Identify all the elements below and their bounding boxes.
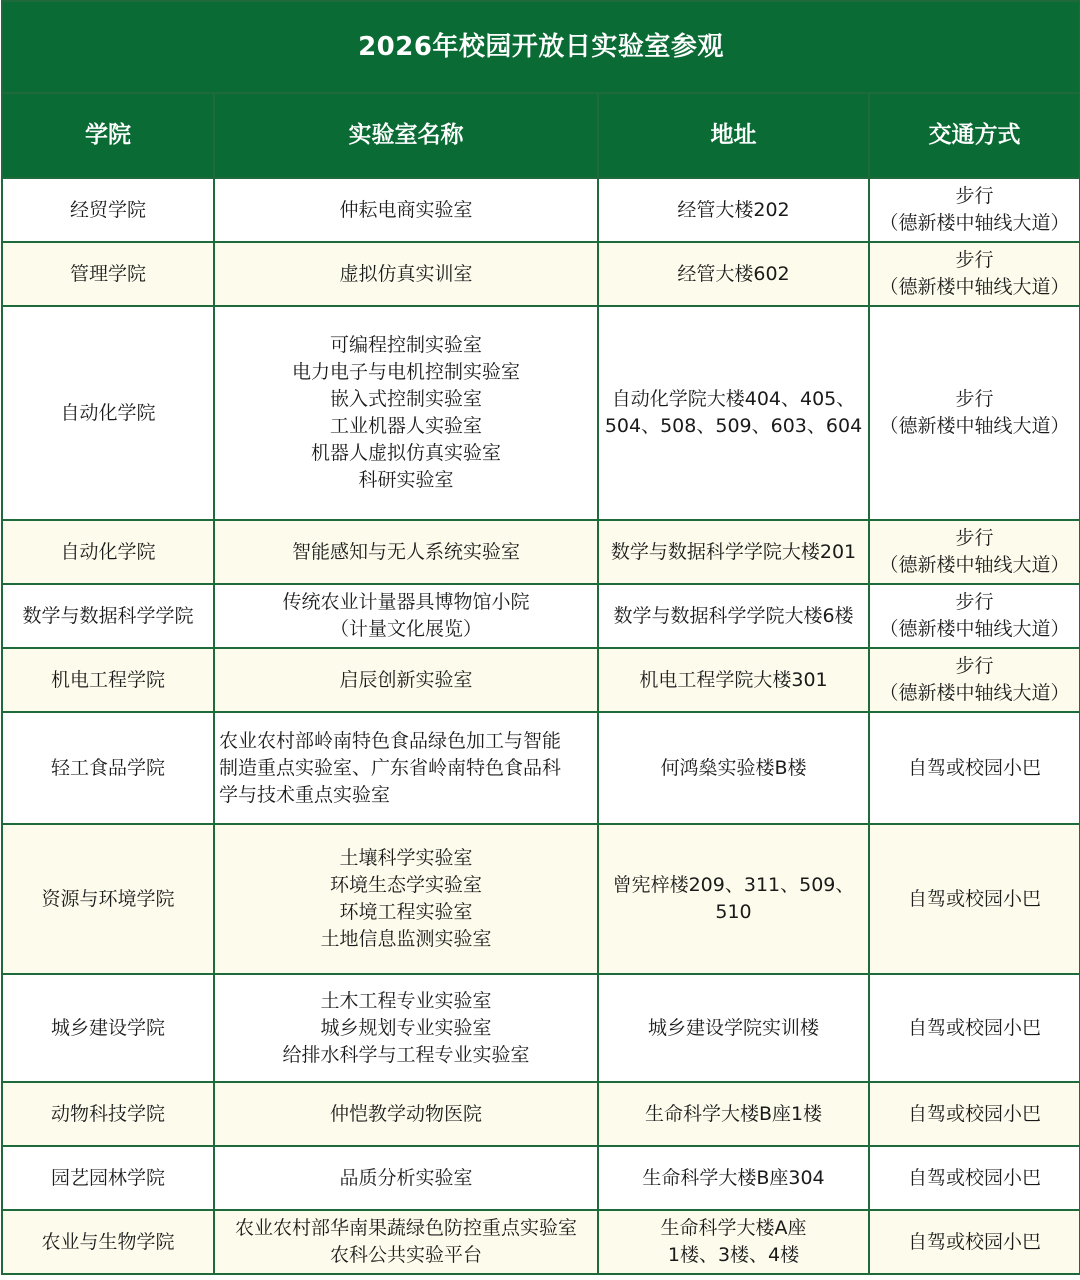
table-row	[2, 584, 1080, 648]
cell-address	[598, 824, 869, 974]
transport-line: 步行	[955, 185, 994, 207]
header-transport: 交通方式	[869, 93, 1080, 178]
transport-line: （德新楼中轴线大道）	[879, 415, 1070, 437]
lab-name-line: 嵌入式控制实验室	[329, 388, 482, 410]
cell-lab-name	[214, 1082, 598, 1146]
cell-address	[598, 648, 869, 712]
transport-line: （德新楼中轴线大道）	[879, 554, 1070, 576]
cell-college: 农业与生物学院	[2, 1210, 214, 1274]
table-body	[2, 178, 1080, 1274]
transport-line: （德新楼中轴线大道）	[879, 276, 1070, 298]
address-line: 1楼、3楼、4楼	[667, 1244, 800, 1266]
lab-name-line: 土地信息监测实验室	[320, 928, 492, 950]
lab-name-line: 虚拟仿真实训室	[339, 262, 473, 285]
transport-line: 自驾或校园小巴	[907, 1016, 1041, 1039]
cell-college: 资源与环境学院	[2, 824, 214, 974]
table-row	[2, 1146, 1080, 1210]
address-line: 数学与数据科学学院大楼6楼	[613, 604, 854, 627]
transport-line: （德新楼中轴线大道）	[879, 618, 1070, 640]
cell-college: 轻工食品学院	[2, 712, 214, 824]
header-college: 学院	[2, 93, 214, 178]
lab-name-line: 仲耘电商实验室	[339, 198, 473, 221]
cell-lab-name	[214, 178, 598, 242]
lab-name-line: 土木工程专业实验室	[320, 989, 492, 1012]
cell-address	[598, 1146, 869, 1210]
lab-name-line: 制造重点实验室、广东省岭南特色食品科	[219, 756, 562, 779]
transport-line: 步行	[955, 388, 994, 410]
address-line: 510	[715, 901, 752, 923]
address-line: 生命科学大楼A座	[660, 1217, 807, 1239]
lab-name-line: 给排水科学与工程专业实验室	[282, 1043, 530, 1066]
lab-name-line: （计量文化展览）	[329, 618, 482, 640]
cell-college: 园艺园林学院	[2, 1146, 214, 1210]
table-row	[2, 974, 1080, 1082]
cell-address	[598, 306, 869, 520]
address-line: 数学与数据科学学院大楼201	[610, 540, 857, 563]
cell-lab-name	[214, 520, 598, 584]
transport-line: 步行	[955, 527, 994, 549]
address-line: 自动化学院大楼404、405、	[611, 388, 856, 410]
lab-name-line: 环境工程实验室	[339, 901, 473, 923]
address-line: 504、508、509、603、604	[604, 415, 863, 437]
lab-name-line: 环境生态学实验室	[329, 874, 482, 896]
cell-lab-name	[214, 648, 598, 712]
address-line: 曾宪梓楼209、311、509、	[612, 874, 855, 896]
lab-name-line: 农科公共实验平台	[329, 1244, 482, 1266]
transport-line: 自驾或校园小巴	[907, 1166, 1041, 1189]
cell-address	[598, 712, 869, 824]
cell-address	[598, 1210, 869, 1274]
address-line: 何鸿燊实验楼B楼	[660, 756, 807, 779]
address-line: 城乡建设学院实训楼	[647, 1016, 819, 1039]
cell-college: 数学与数据科学学院	[2, 584, 214, 648]
lab-name-line: 品质分析实验室	[339, 1166, 473, 1189]
lab-name-line: 城乡规划专业实验室	[320, 1016, 492, 1039]
lab-visit-table	[1, 0, 1080, 1275]
cell-college: 自动化学院	[2, 520, 214, 584]
cell-address	[598, 178, 869, 242]
transport-line: 自驾或校园小巴	[907, 756, 1041, 779]
table-row	[2, 712, 1080, 824]
lab-name-line: 仲恺教学动物医院	[329, 1102, 482, 1125]
lab-name-line: 农业农村部华南果蔬绿色防控重点实验室	[234, 1217, 577, 1239]
cell-college: 自动化学院	[2, 306, 214, 520]
table-row	[2, 824, 1080, 974]
table-row	[2, 306, 1080, 520]
cell-transport	[869, 712, 1080, 824]
cell-transport	[869, 306, 1080, 520]
lab-name-line: 土壤科学实验室	[339, 847, 473, 869]
transport-line: 自驾或校园小巴	[907, 1102, 1041, 1125]
address-line: 经管大楼202	[677, 198, 790, 221]
transport-line: 步行	[955, 591, 994, 613]
table-row	[2, 520, 1080, 584]
lab-name-line: 可编程控制实验室	[329, 334, 482, 356]
cell-transport	[869, 1082, 1080, 1146]
cell-transport	[869, 1146, 1080, 1210]
cell-lab-name	[214, 1146, 598, 1210]
table-row	[2, 1210, 1080, 1274]
transport-line: （德新楼中轴线大道）	[879, 212, 1070, 234]
lab-name-line: 工业机器人实验室	[329, 415, 482, 437]
cell-transport	[869, 520, 1080, 584]
cell-address	[598, 520, 869, 584]
lab-name-line: 机器人虚拟仿真实验室	[310, 442, 501, 464]
table-row	[2, 178, 1080, 242]
address-line: 生命科学大楼B座1楼	[644, 1102, 823, 1125]
cell-lab-name	[214, 242, 598, 306]
cell-lab-name	[214, 824, 598, 974]
cell-address	[598, 1082, 869, 1146]
cell-address	[598, 584, 869, 648]
cell-transport	[869, 178, 1080, 242]
lab-name-line: 农业农村部岭南特色食品绿色加工与智能	[219, 729, 562, 752]
cell-transport	[869, 1210, 1080, 1274]
cell-college: 经贸学院	[2, 178, 214, 242]
table-row	[2, 648, 1080, 712]
lab-name-line: 智能感知与无人系统实验室	[291, 540, 520, 563]
cell-lab-name	[214, 1210, 598, 1274]
cell-college: 动物科技学院	[2, 1082, 214, 1146]
table-title: 2026年校园开放日实验室参观	[2, 1, 1080, 93]
cell-address	[598, 242, 869, 306]
cell-lab-name	[214, 306, 598, 520]
transport-line: 自驾或校园小巴	[907, 887, 1041, 910]
header-lab-name: 实验室名称	[214, 93, 598, 178]
cell-lab-name	[214, 584, 598, 648]
table-row	[2, 242, 1080, 306]
lab-name-line: 启辰创新实验室	[339, 668, 473, 691]
cell-lab-name	[214, 712, 598, 824]
cell-college: 机电工程学院	[2, 648, 214, 712]
lab-name-line: 传统农业计量器具博物馆小院	[282, 591, 530, 613]
transport-line: 步行	[955, 655, 994, 677]
cell-transport	[869, 584, 1080, 648]
cell-address	[598, 974, 869, 1082]
lab-name-line: 电力电子与电机控制实验室	[291, 361, 520, 383]
lab-name-line: 学与技术重点实验室	[219, 783, 391, 806]
cell-college: 城乡建设学院	[2, 974, 214, 1082]
cell-lab-name	[214, 974, 598, 1082]
transport-line: 步行	[955, 249, 994, 271]
address-line: 经管大楼602	[677, 262, 790, 285]
header-address: 地址	[598, 93, 869, 178]
address-line: 生命科学大楼B座304	[642, 1166, 825, 1189]
cell-transport	[869, 648, 1080, 712]
cell-transport	[869, 824, 1080, 974]
transport-line: 自驾或校园小巴	[907, 1230, 1041, 1253]
address-line: 机电工程学院大楼301	[639, 668, 828, 691]
cell-transport	[869, 242, 1080, 306]
lab-name-line: 科研实验室	[358, 469, 454, 491]
transport-line: （德新楼中轴线大道）	[879, 682, 1070, 704]
cell-transport	[869, 974, 1080, 1082]
table-row	[2, 1082, 1080, 1146]
cell-college: 管理学院	[2, 242, 214, 306]
